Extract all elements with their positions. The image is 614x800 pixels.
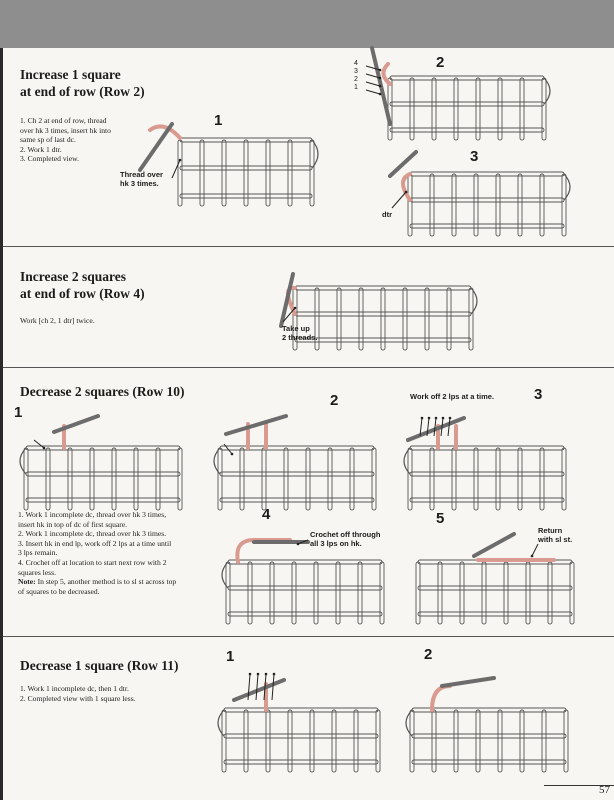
- mesh-post: [518, 174, 522, 236]
- mesh-chain: [418, 586, 572, 590]
- work-off-label: Work off 2 lps at a time.: [410, 392, 495, 401]
- return-label: Return with sl st.: [538, 526, 573, 544]
- mesh-post: [410, 78, 414, 140]
- pointer-arrow-head: [257, 673, 260, 676]
- mesh-turn: [312, 140, 318, 168]
- mesh-post: [482, 562, 486, 624]
- pointer-arrow-head: [531, 555, 534, 558]
- pointer-arrow: [448, 418, 450, 436]
- mesh-post: [328, 448, 332, 510]
- pointer-arrow: [256, 674, 258, 700]
- mesh-post: [474, 448, 478, 510]
- mesh-post: [156, 448, 160, 510]
- pointer-arrow: [272, 674, 274, 700]
- pointer-arrow: [366, 90, 380, 94]
- mesh-turn: [20, 448, 26, 474]
- mesh-chain: [410, 224, 564, 228]
- mesh-post: [288, 710, 292, 772]
- crochet-hook: [54, 416, 98, 432]
- pointer-arrow-head: [379, 85, 382, 88]
- mesh-post: [358, 562, 362, 624]
- crochet-hook: [226, 416, 286, 434]
- mesh-chain: [26, 472, 180, 476]
- mesh-post: [496, 448, 500, 510]
- mesh-chain: [224, 760, 378, 764]
- mesh-turn: [218, 710, 224, 736]
- dtr-label: dtr: [382, 210, 392, 219]
- mesh-chain: [410, 498, 564, 502]
- mesh-post: [540, 174, 544, 236]
- mesh-post: [46, 448, 50, 510]
- mesh-turn: [214, 448, 220, 474]
- mesh-post: [526, 562, 530, 624]
- crochet-hook: [442, 678, 494, 686]
- mesh-post: [337, 288, 341, 350]
- mesh-chain: [418, 612, 572, 616]
- mesh-post: [504, 562, 508, 624]
- mesh-post: [476, 710, 480, 772]
- mesh-post: [447, 288, 451, 350]
- mesh-post: [266, 710, 270, 772]
- mesh-turn: [406, 710, 412, 736]
- pointer-arrow: [392, 192, 406, 208]
- mesh-post: [520, 78, 524, 140]
- mesh-chain: [228, 586, 382, 590]
- crochet-hook: [234, 680, 284, 700]
- figure-increase-1-step-3: [370, 148, 590, 248]
- pointer-arrow-head: [273, 673, 276, 676]
- mesh-post: [381, 288, 385, 350]
- mesh-post: [336, 562, 340, 624]
- mesh-turn: [544, 78, 550, 104]
- crochet-hook: [140, 124, 172, 170]
- mesh-post: [310, 710, 314, 772]
- section-title-decrease-2: Decrease 2 squares (Row 10): [20, 384, 185, 399]
- mesh-post: [403, 288, 407, 350]
- mesh-chain: [228, 612, 382, 616]
- mesh-post: [430, 174, 434, 236]
- section-title-decrease-1: Decrease 1 square (Row 11): [20, 658, 179, 673]
- pointer-arrow: [172, 160, 180, 178]
- mesh-post: [270, 562, 274, 624]
- page-number: 57: [599, 784, 610, 796]
- mesh-post: [314, 562, 318, 624]
- step-number-1: 1: [14, 404, 23, 421]
- new-stitch: [383, 64, 390, 84]
- mesh-post: [284, 448, 288, 510]
- mesh-post: [498, 710, 502, 772]
- mesh-post: [518, 448, 522, 510]
- mesh-post: [542, 710, 546, 772]
- mesh-chain: [410, 472, 564, 476]
- new-stitch: [432, 686, 450, 710]
- section-title-increase-1: Increase 1 square at end of row (Row 2): [20, 67, 145, 99]
- mesh-post: [452, 448, 456, 510]
- mesh-post: [244, 140, 248, 206]
- crochet-hook: [474, 534, 514, 556]
- mesh-post: [288, 140, 292, 206]
- mesh-chain: [220, 498, 374, 502]
- figure-decrease-1-step-1: [214, 670, 394, 760]
- section-divider: [3, 246, 614, 247]
- mesh-chain: [410, 198, 564, 202]
- step-number-4: 4: [262, 506, 271, 523]
- mesh-post: [520, 710, 524, 772]
- mesh-post: [452, 174, 456, 236]
- mesh-post: [454, 78, 458, 140]
- mesh-chain: [412, 760, 566, 764]
- mesh-post: [496, 174, 500, 236]
- figure-decrease-1-step-2: [402, 670, 582, 760]
- step-number-3: 3: [470, 148, 479, 165]
- mesh-turn: [404, 448, 410, 474]
- step-number-2: 2: [436, 54, 445, 71]
- increase-1-steps: 1. Ch 2 at end of row, thread over hk 3 times, insert hk into same sp of last dc. 2. Work 1 dtr. 3. Completed view.: [20, 116, 111, 164]
- mesh-post: [240, 448, 244, 510]
- mesh-post: [474, 174, 478, 236]
- mesh-post: [266, 140, 270, 206]
- pointer-arrow-head: [231, 453, 234, 456]
- mesh-post: [425, 288, 429, 350]
- left-margin-rule: [0, 48, 3, 800]
- pointer-arrow-head: [379, 77, 382, 80]
- mesh-post: [460, 562, 464, 624]
- mesh-post: [112, 448, 116, 510]
- mesh-post: [350, 448, 354, 510]
- mesh-chain: [390, 128, 544, 132]
- mesh-post: [248, 562, 252, 624]
- pointer-arrow-head: [405, 191, 408, 194]
- mesh-post: [262, 448, 266, 510]
- mesh-post: [432, 78, 436, 140]
- step-number-1: 1: [214, 112, 223, 129]
- figure-decrease-2-step-2: [208, 408, 388, 498]
- mesh-post: [438, 562, 442, 624]
- mesh-post: [498, 78, 502, 140]
- mesh-post: [354, 710, 358, 772]
- mesh-post: [359, 288, 363, 350]
- mesh-chain: [295, 312, 471, 316]
- mesh-post: [222, 140, 226, 206]
- take-up-label: Take up 2 threads.: [282, 324, 318, 342]
- mesh-post: [292, 562, 296, 624]
- mesh-post: [332, 710, 336, 772]
- pointer-arrow-head: [421, 417, 424, 420]
- figure-increase-1-step-1: [120, 110, 350, 220]
- figure-increase-2: [255, 266, 495, 356]
- section-divider: [3, 636, 614, 637]
- loop-numbers: 4 3 2 1: [354, 60, 358, 91]
- decrease-2-steps: 1. Work 1 incomplete dc, thread over hk 3 times, insert hk in top of dc of first square. 2. Work 1 incomplete dc, thread over hk 3 times. 3. Insert hk in end lp, work off 2 lps at a time until 3 lps remain. 4. Crochet off at location to start next row with 2 squares less. Note: In step 5, another method is to sl st across top of squares to be decreased.: [18, 510, 208, 596]
- pointer-arrow-head: [428, 417, 431, 420]
- pointer-arrow-head: [265, 673, 268, 676]
- mesh-post: [430, 448, 434, 510]
- pointer-arrow-head: [43, 447, 46, 450]
- pointer-arrow: [366, 82, 380, 86]
- top-gray-band: [0, 0, 614, 48]
- section-divider: [3, 367, 614, 368]
- step-number-5: 5: [436, 510, 445, 527]
- figure-decrease-2-step-3: [398, 408, 578, 498]
- pointer-arrow-head: [294, 307, 297, 310]
- mesh-chain: [224, 734, 378, 738]
- increase-2-steps: Work [ch 2, 1 dtr] twice.: [20, 316, 95, 325]
- mesh-turn: [564, 174, 570, 200]
- mesh-post: [540, 448, 544, 510]
- pointer-arrow-head: [449, 417, 452, 420]
- thread-over-label: Thread over hk 3 times.: [120, 170, 163, 188]
- mesh-post: [432, 710, 436, 772]
- mesh-chain: [412, 734, 566, 738]
- step-number-3: 3: [534, 386, 543, 403]
- mesh-turn: [222, 562, 228, 588]
- mesh-chain: [26, 498, 180, 502]
- pointer-arrow-head: [297, 543, 300, 546]
- step-number-2: 2: [330, 392, 339, 409]
- pointer-arrow-head: [179, 159, 182, 162]
- mesh-post: [90, 448, 94, 510]
- mesh-chain: [220, 472, 374, 476]
- section-title-increase-2: Increase 2 squares at end of row (Row 4): [20, 269, 145, 301]
- pointer-arrow: [224, 444, 232, 454]
- mesh-turn: [471, 288, 477, 314]
- mesh-post: [306, 448, 310, 510]
- pointer-arrow-head: [379, 93, 382, 96]
- step-number-2: 2: [424, 646, 433, 663]
- pointer-arrow-head: [435, 417, 438, 420]
- pointer-arrow: [532, 544, 538, 556]
- figure-decrease-2-step-1: [14, 408, 194, 498]
- pointer-arrow: [34, 440, 44, 448]
- mesh-post: [476, 78, 480, 140]
- figure-increase-1-step-2: [352, 44, 582, 144]
- mesh-post: [200, 140, 204, 206]
- mesh-post: [134, 448, 138, 510]
- mesh-post: [244, 710, 248, 772]
- mesh-post: [68, 448, 72, 510]
- pointer-arrow-head: [442, 417, 445, 420]
- mesh-chain: [295, 338, 471, 342]
- step-number-1: 1: [226, 648, 235, 665]
- crochet-off-label: Crochet off through all 3 lps on hk.: [310, 530, 381, 548]
- pointer-arrow-head: [379, 69, 382, 72]
- pointer-arrow-head: [249, 673, 252, 676]
- mesh-post: [548, 562, 552, 624]
- mesh-post: [454, 710, 458, 772]
- decrease-1-steps: 1. Work 1 incomplete dc, then 1 dtr. 2. Completed view with 1 square less.: [20, 684, 136, 703]
- new-stitch: [403, 174, 410, 200]
- decrease-2-note: Note: In step 5, another method is to sl st across top: [18, 577, 177, 587]
- mesh-chain: [390, 102, 544, 106]
